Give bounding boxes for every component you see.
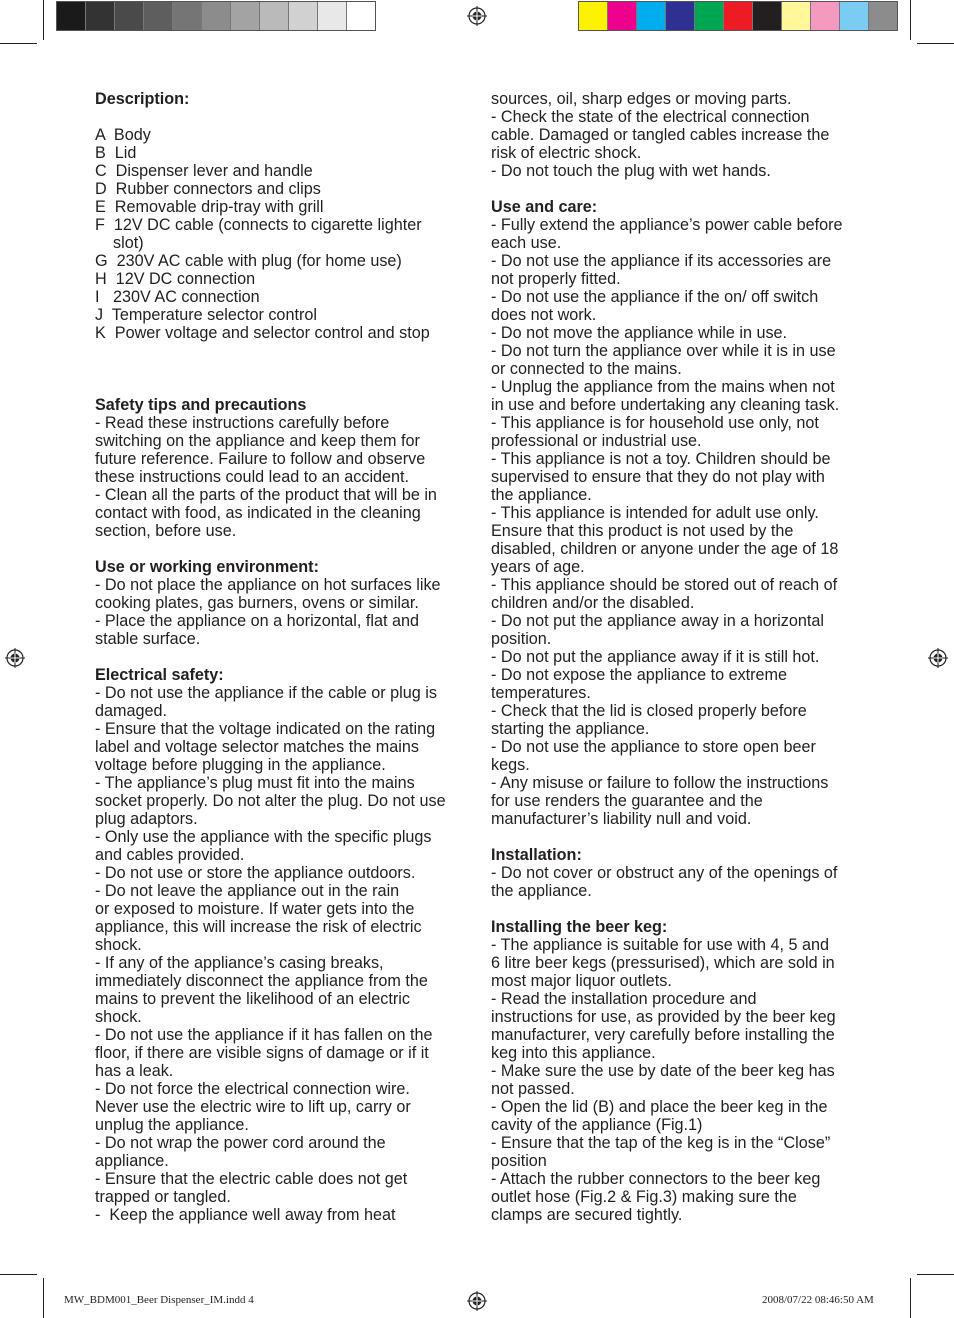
text-line: - Do not place the appliance on hot surfaces like xyxy=(95,576,441,594)
text-line: stable surface. xyxy=(95,630,201,648)
right-text-column xyxy=(491,90,861,1224)
text-line: damaged. xyxy=(95,702,167,720)
text-line: or connected to the mains. xyxy=(491,360,682,378)
text-line: Never use the electric wire to lift up, carry or xyxy=(95,1098,411,1116)
text-line: - Do not use or store the appliance outdoors. xyxy=(95,864,416,882)
grayscale-calibration-strip xyxy=(56,1,376,31)
text-line: slot) xyxy=(95,234,144,252)
gray-swatch xyxy=(289,2,318,30)
text-line xyxy=(491,900,861,918)
text-line: - Do not touch the plug with wet hands. xyxy=(491,162,771,180)
text-line: manufacturer’s liability null and void. xyxy=(491,810,752,828)
text-line: - Do not use the appliance if its accessories are xyxy=(491,252,832,270)
text-line: - Only use the appliance with the specific plugs xyxy=(95,828,432,846)
text-line: - Check that the lid is closed properly before xyxy=(491,702,807,720)
text-line: position. xyxy=(491,630,552,648)
text-line: G 230V AC cable with plug (for home use) xyxy=(95,252,402,270)
text-line: risk of electric shock. xyxy=(491,144,642,162)
text-line: unplug the appliance. xyxy=(95,1116,249,1134)
gray-swatch xyxy=(86,2,115,30)
text-line: - Place the appliance on a horizontal, flat and xyxy=(95,612,419,630)
text-line: kegs. xyxy=(491,756,530,774)
registration-mark-icon xyxy=(5,648,25,668)
text-line: in use and before undertaking any cleaning task. xyxy=(491,396,840,414)
crop-mark-bottom-right-v xyxy=(910,1278,911,1318)
text-line: - Make sure the use by date of the beer keg has xyxy=(491,1062,835,1080)
text-line: - Read the installation procedure and xyxy=(491,990,757,1008)
text-line: clamps are secured tightly. xyxy=(491,1206,683,1224)
text-line: for use renders the guarantee and the xyxy=(491,792,763,810)
color-swatch xyxy=(608,2,637,30)
color-swatch xyxy=(869,2,897,30)
text-line: plug adaptors. xyxy=(95,810,198,828)
text-line: label and voltage selector matches the mains xyxy=(95,738,419,756)
text-line: Ensure that this product is not used by the xyxy=(491,522,794,540)
text-line: switching on the appliance and keep them for xyxy=(95,432,420,450)
text-line: - This appliance is not a toy. Children should be xyxy=(491,450,831,468)
text-line: future reference. Failure to follow and observe xyxy=(95,450,426,468)
text-line: - The appliance’s plug must fit into the mains xyxy=(95,774,415,792)
color-swatch xyxy=(666,2,695,30)
text-line: K Power voltage and selector control and stop xyxy=(95,324,430,342)
text-line: B Lid xyxy=(95,144,137,162)
crop-mark-top-left-h xyxy=(0,43,37,44)
crop-mark-bottom-left-h xyxy=(0,1274,37,1275)
text-line: - This appliance is for household use only, not xyxy=(491,414,819,432)
text-line: manufacturer, very carefully before installing the xyxy=(491,1026,835,1044)
text-line: - Do not wrap the power cord around the xyxy=(95,1134,386,1152)
text-line: most major liquor outlets. xyxy=(491,972,672,990)
color-swatch xyxy=(782,2,811,30)
text-line: - Clean all the parts of the product that will be in xyxy=(95,486,437,504)
crop-mark-top-left-v xyxy=(43,0,44,40)
gray-swatch xyxy=(202,2,231,30)
color-swatch xyxy=(753,2,782,30)
text-line: the appliance. xyxy=(491,882,592,900)
text-line: - Do not leave the appliance out in the rain xyxy=(95,882,400,900)
text-line: or exposed to moisture. If water gets into the xyxy=(95,900,415,918)
text-line: has a leak. xyxy=(95,1062,174,1080)
text-line: - Read these instructions carefully before xyxy=(95,414,390,432)
text-line: - Do not put the appliance away if it is still hot. xyxy=(491,648,820,666)
text-line: J Temperature selector control xyxy=(95,306,317,324)
registration-mark-icon xyxy=(467,1291,487,1311)
gray-swatch xyxy=(57,2,86,30)
text-line: immediately disconnect the appliance from the xyxy=(95,972,428,990)
text-line: - The appliance is suitable for use with 4, 5 and xyxy=(491,936,830,954)
gray-swatch xyxy=(173,2,202,30)
text-line: - Fully extend the appliance’s power cable before xyxy=(491,216,843,234)
color-calibration-strip xyxy=(578,1,898,31)
text-line: - Do not force the electrical connection wire. xyxy=(95,1080,410,1098)
crop-mark-bottom-left-v xyxy=(43,1278,44,1318)
gray-swatch xyxy=(260,2,289,30)
section-heading: Description: xyxy=(95,90,190,108)
text-line: - Keep the appliance well away from heat xyxy=(95,1206,396,1224)
text-line: trapped or tangled. xyxy=(95,1188,231,1206)
text-line: starting the appliance. xyxy=(491,720,650,738)
text-line: - Do not turn the appliance over while it is in use xyxy=(491,342,836,360)
text-line: not properly fitted. xyxy=(491,270,621,288)
text-line: F 12V DC cable (connects to cigarette lighter xyxy=(95,216,422,234)
text-line xyxy=(95,540,465,558)
section-heading: Installing the beer keg: xyxy=(491,918,668,936)
text-line: C Dispenser lever and handle xyxy=(95,162,313,180)
text-line: - Do not move the appliance while in use. xyxy=(491,324,788,342)
text-line: shock. xyxy=(95,1008,142,1026)
text-line: - This appliance should be stored out of reach of xyxy=(491,576,838,594)
text-line: E Removable drip-tray with grill xyxy=(95,198,324,216)
gray-swatch xyxy=(144,2,173,30)
footer-timestamp: 2008/07/22 08:46:50 AM xyxy=(762,1294,874,1306)
section-heading: Use and care: xyxy=(491,198,598,216)
text-line: not passed. xyxy=(491,1080,575,1098)
text-line: keg into this appliance. xyxy=(491,1044,656,1062)
text-line xyxy=(95,360,465,378)
text-line: - Any misuse or failure to follow the instructions xyxy=(491,774,829,792)
gray-swatch xyxy=(115,2,144,30)
text-line: the appliance. xyxy=(491,486,592,504)
text-line: cavity of the appliance (Fig.1) xyxy=(491,1116,703,1134)
color-swatch xyxy=(811,2,840,30)
color-swatch xyxy=(840,2,869,30)
crop-mark-top-right-v xyxy=(910,0,911,40)
text-line: cable. Damaged or tangled cables increase the xyxy=(491,126,830,144)
text-line: floor, if there are visible signs of damage or if it xyxy=(95,1044,429,1062)
text-line: - Unplug the appliance from the mains when not xyxy=(491,378,835,396)
text-line: each use. xyxy=(491,234,562,252)
gray-swatch xyxy=(347,2,375,30)
color-swatch xyxy=(637,2,666,30)
text-line: A Body xyxy=(95,126,151,144)
left-text-column xyxy=(95,90,465,1224)
text-line: sources, oil, sharp edges or moving parts. xyxy=(491,90,792,108)
text-line: instructions for use, as provided by the beer keg xyxy=(491,1008,836,1026)
text-line: and cables provided. xyxy=(95,846,245,864)
section-heading: Installation: xyxy=(491,846,582,864)
text-line: cooking plates, gas burners, ovens or similar. xyxy=(95,594,419,612)
text-line: mains to prevent the likelihood of an electric xyxy=(95,990,410,1008)
text-line: appliance. xyxy=(95,1152,169,1170)
text-line: contact with food, as indicated in the cleaning xyxy=(95,504,421,522)
text-line: - Do not put the appliance away in a horizontal xyxy=(491,612,824,630)
text-line xyxy=(95,378,465,396)
text-line: section, before use. xyxy=(95,522,237,540)
text-line: appliance, this will increase the risk of electric xyxy=(95,918,422,936)
text-line: - Attach the rubber connectors to the beer keg xyxy=(491,1170,821,1188)
text-line: children and/or the disabled. xyxy=(491,594,695,612)
footer-filename: MW_BDM001_Beer Dispenser_IM.indd 4 xyxy=(64,1294,254,1306)
text-line: - Check the state of the electrical connection xyxy=(491,108,810,126)
text-line xyxy=(95,342,465,360)
text-line: - Ensure that the voltage indicated on the rating xyxy=(95,720,436,738)
text-line: - Open the lid (B) and place the beer keg in the xyxy=(491,1098,828,1116)
section-heading: Electrical safety: xyxy=(95,666,224,684)
section-heading: Safety tips and precautions xyxy=(95,396,307,414)
color-swatch xyxy=(695,2,724,30)
text-line: years of age. xyxy=(491,558,585,576)
text-line: shock. xyxy=(95,936,142,954)
crop-mark-bottom-right-h xyxy=(917,1274,954,1275)
text-line: supervised to ensure that they do not play with xyxy=(491,468,825,486)
text-line: - Do not expose the appliance to extreme xyxy=(491,666,788,684)
text-line: - Ensure that the electric cable does not get xyxy=(95,1170,408,1188)
text-line: professional or industrial use. xyxy=(491,432,702,450)
section-heading: Use or working environment: xyxy=(95,558,319,576)
text-line: position xyxy=(491,1152,547,1170)
text-line: - Do not use the appliance to store open beer xyxy=(491,738,816,756)
text-line: - Do not use the appliance if it has fallen on the xyxy=(95,1026,433,1044)
color-swatch xyxy=(579,2,608,30)
registration-mark-icon xyxy=(467,6,487,26)
text-line: D Rubber connectors and clips xyxy=(95,180,321,198)
text-line xyxy=(95,648,465,666)
gray-swatch xyxy=(231,2,260,30)
text-line: H 12V DC connection xyxy=(95,270,256,288)
text-line: - Do not cover or obstruct any of the openings of xyxy=(491,864,838,882)
text-line: - Ensure that the tap of the keg is in the “Close” xyxy=(491,1134,831,1152)
crop-mark-top-right-h xyxy=(917,43,954,44)
text-line xyxy=(491,180,861,198)
text-line: temperatures. xyxy=(491,684,591,702)
color-swatch xyxy=(724,2,753,30)
text-line xyxy=(491,828,861,846)
text-line: these instructions could lead to an accident. xyxy=(95,468,410,486)
text-line: - This appliance is intended for adult use only. xyxy=(491,504,819,522)
text-line xyxy=(95,108,465,126)
text-line: disabled, children or anyone under the age of 18 xyxy=(491,540,839,558)
gray-swatch xyxy=(318,2,347,30)
registration-mark-icon xyxy=(928,648,948,668)
text-line: - Do not use the appliance if the on/ off switch xyxy=(491,288,819,306)
text-line: outlet hose (Fig.2 & Fig.3) making sure the xyxy=(491,1188,797,1206)
text-line: - If any of the appliance’s casing breaks, xyxy=(95,954,384,972)
text-line: voltage before plugging in the appliance. xyxy=(95,756,386,774)
text-line: - Do not use the appliance if the cable or plug is xyxy=(95,684,437,702)
text-line: socket properly. Do not alter the plug. Do not use xyxy=(95,792,446,810)
text-line: I 230V AC connection xyxy=(95,288,260,306)
text-line: does not work. xyxy=(491,306,597,324)
text-line: 6 litre beer kegs (pressurised), which are sold in xyxy=(491,954,835,972)
